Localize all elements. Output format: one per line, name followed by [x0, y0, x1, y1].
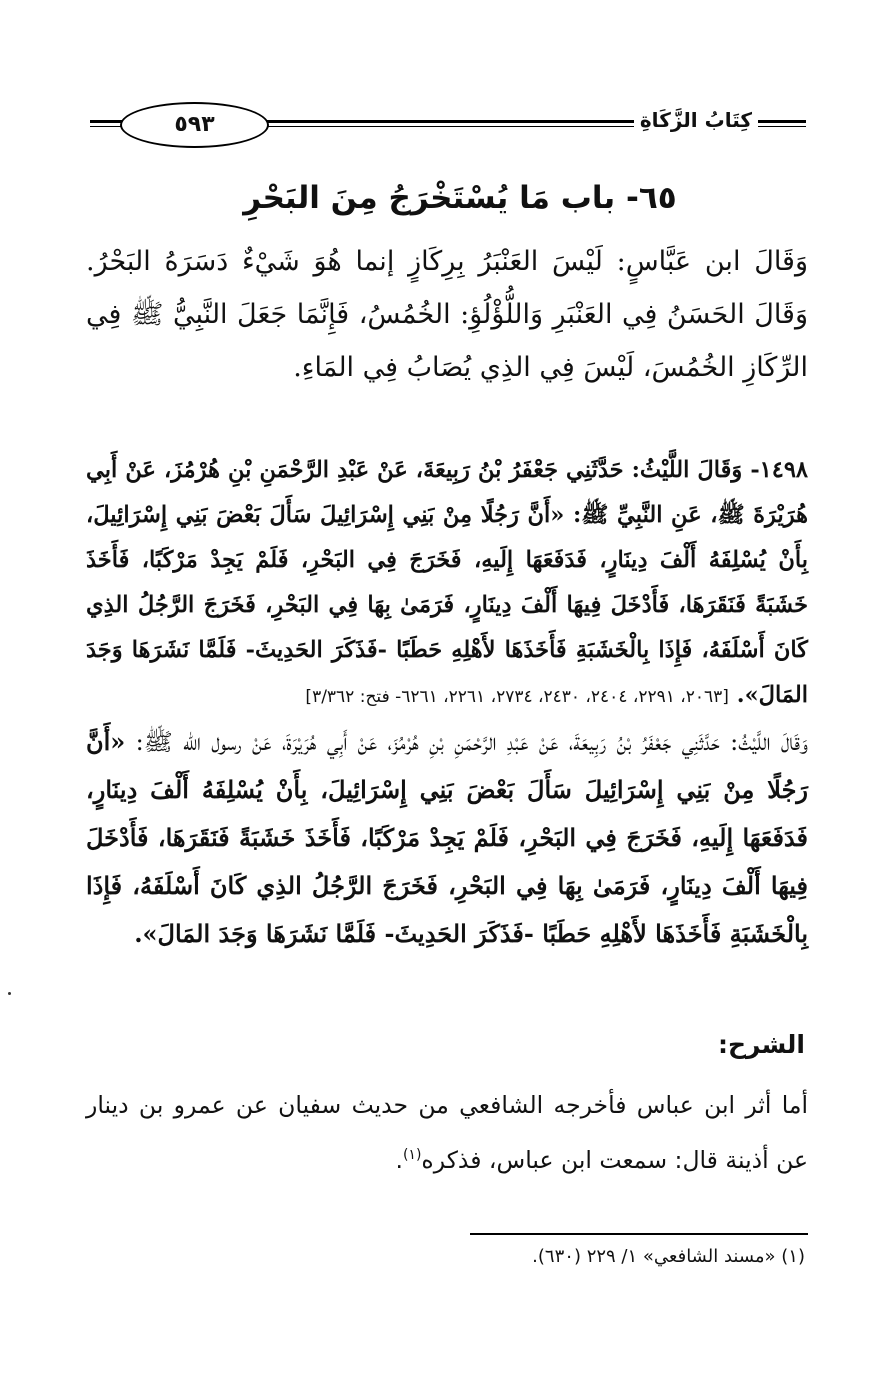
athar-paragraph: وَقَالَ ابن عَبَّاسٍ: لَيْسَ العَنْبَرُ بِرِكَازٍ إنما هُوَ شَيْءٌ دَسَرَهُ البَحْرُ. وَقَالَ الحَسَنُ فِي العَنْبَرِ وَاللُّؤْلُؤِ: الخُمُسُ، فَإِنَّمَا جَعَلَ النَّبِيُّ ﷺ فِي الرِّكَازِ الخُمُسَ، لَيْسَ فِي الذِي يُصَابُ فِي المَاءِ.: [86, 246, 808, 383]
scan-speck: [8, 992, 11, 995]
matn-paragraph: [86, 718, 808, 958]
footnote-marker[interactable]: (١): [402, 1147, 422, 1163]
running-header: [90, 100, 806, 146]
sharh-paragraph: [86, 1080, 808, 1185]
page-number: ٥٩٣: [120, 102, 269, 148]
hadith-reference: [٢٠٦٣، ٢٢٩١، ٢٤٠٤، ٢٤٣٠، ٢٧٣٤، ٢٢٦١، ٦٢٦١- فتح: ٣/٣٦٢]: [305, 687, 729, 707]
book-title: كِتَابُ الزَّكَاةِ: [634, 108, 758, 132]
footnote-divider: [470, 1233, 808, 1235]
chapter-title: ٦٥- باب مَا يُسْتَخْرَجُ مِنَ البَحْرِ: [243, 180, 677, 216]
sharh-text: أما أثر ابن عباس فأخرجه الشافعي من حديث سفيان عن عمرو بن دينار عن أذينة قال: سمعت ابن عباس، فذكره: [86, 1091, 808, 1174]
hadith-paragraph: [86, 448, 808, 720]
sharh-end: .: [395, 1145, 403, 1174]
hadith-text: ١٤٩٨- وَقَالَ اللَّيْثُ: حَدَّثَنِي جَعْفَرُ بْنُ رَبِيعَةَ، عَنْ عَبْدِ الرَّحْمَنِ بْنِ هُرْمُزَ، عَنْ أَبِي هُرَيْرَةَ ﷺ، عَنِ النَّبِيِّ ﷺ: «أَنَّ رَجُلًا مِنْ بَنِي إِسْرَائِيلَ سَأَلَ بَعْضَ بَنِي إِسْرَائِيلَ، بِأَنْ يُسْلِفَهُ أَلْفَ دِينَارٍ، فَدَفَعَهَا إِلَيهِ، فَخَرَجَ فِي البَحْرِ، فَلَمْ يَجِدْ مَرْكَبًا، فَأَخَذَ خَشَبَةً فَنَقَرَهَا، فَأَدْخَلَ فِيهَا أَلْفَ دِينَارٍ، فَرَمَىٰ بِهَا فِي البَحْرِ، فَخَرَجَ الرَّجُلُ الذِي كَانَ أَسْلَفَهُ، فَإِذَا بِالْخَشَبَةِ فَأَخَذَهَا لأَهْلِهِ حَطَبًا -فَذَكَرَ الحَدِيثَ- فَلَمَّا نَشَرَهَا وَجَدَ المَالَ».: [86, 457, 808, 708]
sharh-heading: الشرح:: [718, 1030, 805, 1059]
footnote: (١) «مسند الشافعي» ١/ ٢٢٩ (٦٣٠).: [532, 1246, 805, 1267]
matn-body: «أَنَّ رَجُلًا مِنْ بَنِي إِسْرَائِيلَ سَأَلَ بَعْضَ بَنِي إِسْرَائِيلَ، بِأَنْ يُسْلِفَهُ أَلْفَ دِينَارٍ، فَدَفَعَهَا إِلَيهِ، فَخَرَجَ فِي البَحْرِ، فَلَمْ يَجِدْ مَرْكَبًا، فَأَخَذَ خَشَبَةً فَنَقَرَهَا، فَأَدْخَلَ فِيهَا أَلْفَ دِينَارٍ، فَرَمَىٰ بِهَا فِي البَحْرِ، فَخَرَجَ الرَّجُلُ الذِي كَانَ أَسْلَفَهُ، فَإِذَا بِالْخَشَبَةِ فَأَخَذَهَا لأَهْلِهِ حَطَبًا -فَذَكَرَ الحَدِيثَ- فَلَمَّا نَشَرَهَا وَجَدَ المَالَ».: [86, 727, 808, 948]
matn-intro: وَقَالَ اللَّيْثُ: حَدَّثَنِي جَعْفَرُ بْنُ رَبِيعَةَ، عَنْ عَبْدِ الرَّحْمَنِ بْنِ هُرْمُزَ، عَنْ أَبِي هُرَيْرَةَ، عَنْ رسول الله ﷺ:: [135, 728, 808, 756]
